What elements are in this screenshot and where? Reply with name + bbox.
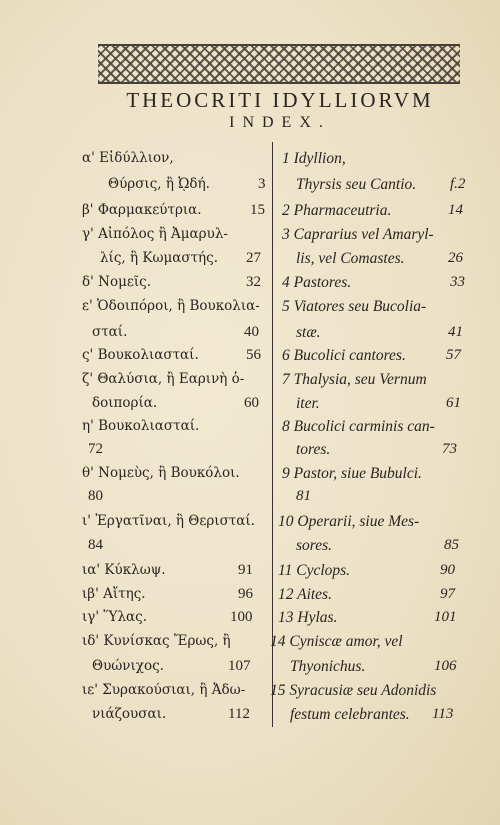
latin-entry: lis, vel Comastes. [296, 250, 405, 267]
greek-numeral: ιγ' [82, 609, 100, 625]
latin-page-number: 33 [450, 274, 465, 290]
greek-title: δοιπορία. [92, 395, 158, 411]
greek-entry [82, 633, 231, 649]
greek-entry [82, 371, 244, 387]
greek-entry [82, 347, 199, 363]
greek-entry [82, 226, 228, 242]
latin-entry: 3 Caprarius vel Amaryl- [282, 226, 434, 243]
page-subtitle: INDEX. [229, 114, 331, 131]
latin-entry: 2 Pharmaceutria. [282, 202, 392, 219]
latin-entry: 15 Syracusiæ seu Adonidis [270, 682, 437, 699]
greek-numeral: ι' [82, 513, 92, 529]
latin-page-number: 97 [440, 586, 455, 602]
latin-entry: festum celebrantes. [290, 706, 410, 723]
greek-entry [82, 609, 147, 625]
latin-entry: sores. [296, 537, 333, 554]
greek-title: νιάζουσαι. [92, 706, 167, 722]
greek-title: Κύκλωψ. [104, 562, 166, 578]
greek-title: Αἴτης. [103, 586, 146, 602]
greek-title: Αἰπόλος ἢ Ἀμαρυλ- [98, 226, 228, 242]
latin-page-number: 113 [432, 706, 454, 722]
latin-page-number: 106 [434, 658, 457, 674]
greek-page-number: 100 [230, 609, 253, 625]
greek-numeral: ζ' [82, 371, 94, 387]
greek-title: λίς, ἢ Κωμαστής. [100, 250, 218, 266]
latin-page-number: 90 [440, 562, 455, 578]
greek-title: Θαλύσια, ἢ Εαρινὴ ὁ- [97, 371, 245, 387]
greek-entry [92, 324, 127, 340]
greek-page-number: 15 [250, 202, 265, 218]
greek-page-number: 60 [244, 395, 259, 411]
greek-title: Βουκολιασταί. [98, 418, 200, 434]
greek-title: σταί. [92, 324, 128, 340]
greek-entry [92, 658, 164, 674]
latin-page-number: 57 [446, 347, 461, 363]
greek-title: Εἰδύλλιον, [99, 150, 174, 166]
greek-page-number: 72 [88, 441, 103, 457]
greek-entry [82, 418, 199, 434]
latin-entry: stæ. [296, 324, 321, 341]
latin-entry: Thyrsis seu Cantio. [296, 176, 417, 193]
greek-numeral: η' [82, 418, 94, 434]
decorative-headpiece [98, 44, 460, 84]
greek-numeral: ιβ' [82, 586, 99, 602]
latin-entry: 7 Thalysia, seu Vernum [282, 371, 427, 388]
greek-entry [92, 706, 166, 722]
greek-entry [82, 150, 174, 166]
greek-page-number: 96 [238, 586, 253, 602]
greek-entry [82, 513, 255, 529]
latin-page-number: 14 [448, 202, 463, 218]
latin-entry: 10 Operarii, siue Mes- [278, 513, 420, 530]
latin-page-number: 26 [448, 250, 463, 266]
latin-entry: 13 Hylas. [278, 609, 338, 626]
latin-entry: Thyonichus. [290, 658, 366, 675]
latin-entry: 8 Bucolici carminis can- [282, 418, 435, 435]
greek-page-number: 91 [238, 562, 253, 578]
latin-page-number: 61 [446, 395, 461, 411]
greek-title: Συρακούσιαι, ἢ Ἀδω- [102, 682, 246, 698]
greek-page-number: 80 [88, 488, 103, 504]
latin-entry: 9 Pastor, siue Bubulci. [282, 465, 422, 482]
greek-page-number: 27 [246, 250, 261, 266]
latin-page-number: 41 [448, 324, 463, 340]
greek-title: Ἐργατῖναι, ἢ Θερισταί. [95, 513, 255, 529]
greek-title: Κυνίσκας Ἔρως, ἢ [103, 633, 231, 649]
greek-numeral: θ' [82, 465, 94, 481]
greek-numeral: ιδ' [82, 633, 100, 649]
greek-title: Νομεὺς, ἢ Βουκόλοι. [98, 465, 240, 481]
greek-entry [82, 586, 146, 602]
greek-title: Φαρμακεύτρια. [97, 202, 202, 218]
greek-page-number: 32 [246, 274, 261, 290]
latin-entry: 12 Aites. [278, 586, 332, 603]
greek-numeral: ια' [82, 562, 101, 578]
latin-entry: 6 Bucolici cantores. [282, 347, 406, 364]
latin-entry: 14 Cyniscæ amor, vel [270, 633, 403, 650]
greek-numeral: ς' [82, 347, 94, 363]
greek-entry [82, 465, 240, 481]
latin-entry: 11 Cyclops. [278, 562, 351, 579]
greek-numeral: γ' [82, 226, 94, 242]
greek-entry [82, 682, 245, 698]
latin-page-number: f.2 [450, 176, 466, 192]
greek-entry [108, 176, 210, 192]
latin-entry: 4 Pastores. [282, 274, 352, 291]
latin-entry: iter. [296, 395, 320, 412]
latin-page-number: 73 [442, 441, 457, 457]
greek-entry [82, 562, 166, 578]
greek-entry [100, 250, 218, 266]
latin-page-number: 101 [434, 609, 457, 625]
greek-page-number: 84 [88, 537, 103, 553]
latin-page-number: 85 [444, 537, 459, 553]
greek-title: Θύρσις, ἢ ᾨδή. [108, 176, 210, 192]
greek-page-number: 56 [246, 347, 261, 363]
greek-title: Νομεῖς. [98, 274, 151, 290]
greek-title: Ὕλας. [103, 609, 147, 625]
greek-page-number: 112 [228, 706, 250, 722]
greek-numeral: δ' [82, 274, 94, 290]
latin-page-number: 81 [296, 488, 311, 504]
greek-numeral: ε' [82, 298, 93, 314]
greek-entry [92, 395, 157, 411]
greek-numeral: ιε' [82, 682, 98, 698]
latin-entry: 5 Viatores seu Bucolia- [282, 298, 427, 315]
greek-page-number: 40 [244, 324, 259, 340]
greek-numeral: α' [82, 150, 95, 166]
latin-entry: 1 Idyllion, [282, 150, 346, 167]
greek-numeral: β' [82, 202, 94, 218]
greek-title: Βουκολιασταί. [97, 347, 199, 363]
page-title: THEOCRITI IDYLLIORVM [126, 88, 434, 112]
greek-title: Θυώνιχος. [92, 658, 164, 674]
greek-entry [82, 202, 202, 218]
greek-page-number: 3 [258, 176, 266, 192]
latin-entry: tores. [296, 441, 331, 458]
greek-entry [82, 274, 151, 290]
greek-title: Ὁδοιπόροι, ἢ Βουκολια- [97, 298, 260, 314]
greek-entry [82, 298, 260, 314]
greek-page-number: 107 [228, 658, 251, 674]
